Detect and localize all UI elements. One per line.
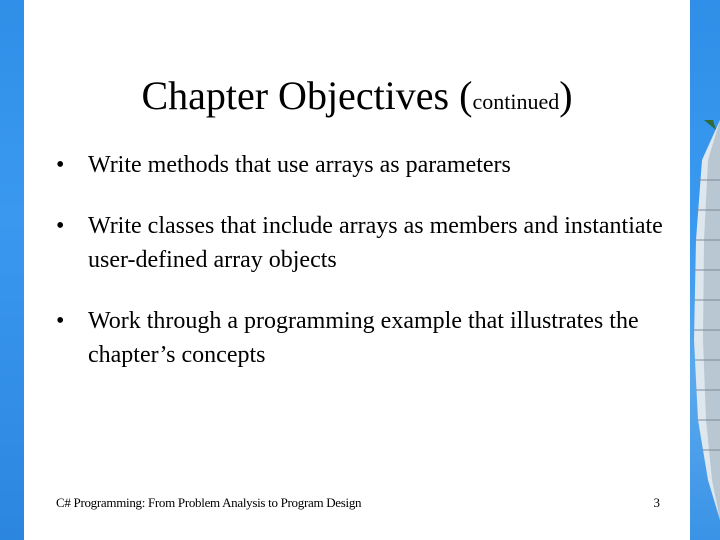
bullet-dot: • [56, 152, 65, 178]
title-main: Chapter Objectives [141, 73, 450, 118]
right-decorative-band [690, 0, 720, 540]
title-open-paren: ( [459, 73, 473, 118]
bullet-item [56, 209, 666, 277]
left-decorative-band [0, 0, 24, 540]
bullet-text: Write classes that include arrays as members and instantiate user-defined array objects [88, 213, 663, 273]
bullet-item [56, 148, 511, 182]
bullet-item [56, 304, 666, 372]
bullet-text: Work through a programming example that illustrates the chapter’s concepts [88, 308, 639, 368]
slide-footer: C# Programming: From Problem Analysis to Program Design [56, 495, 362, 510]
page-number: 3 [653, 495, 660, 510]
bullet-text: Write methods that use arrays as parameters [88, 152, 511, 178]
tower-image [690, 120, 720, 520]
title-close-paren: ) [559, 73, 573, 118]
slide-title [24, 70, 690, 128]
bullet-dot: • [56, 213, 65, 239]
slide-content [24, 0, 690, 540]
title-continued: continued [472, 89, 560, 114]
bullet-dot: • [56, 308, 65, 334]
